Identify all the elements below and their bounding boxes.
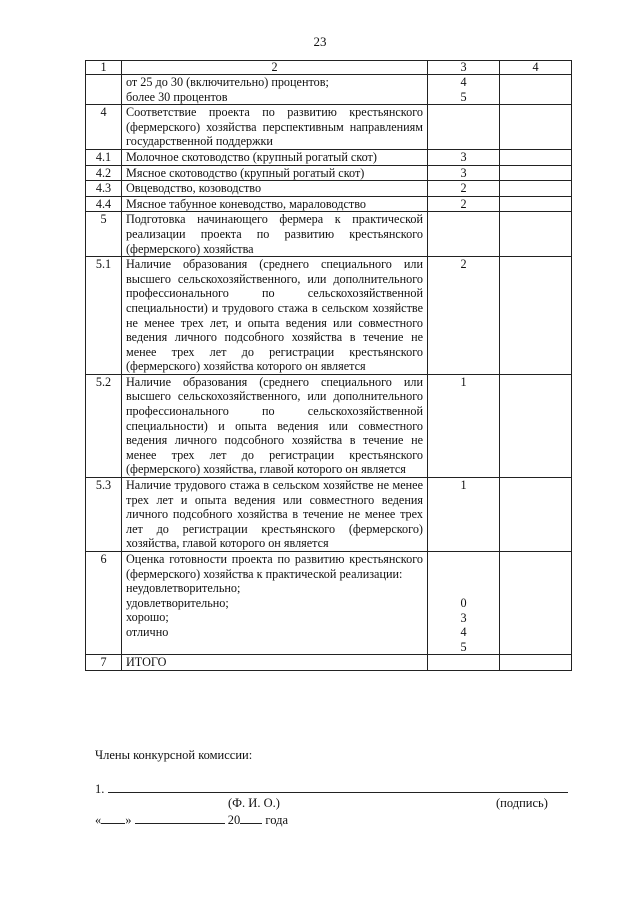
criterion-text: Подготовка начинающего фермера к практической реализации проекта по развитию крестьянского (фермерского) хозяйства <box>122 212 428 257</box>
score-cell <box>428 105 500 150</box>
rating-option: хорошо; <box>126 610 169 625</box>
score-cell <box>428 552 500 655</box>
signature-caption: (подпись) <box>496 796 548 810</box>
table-row <box>86 165 572 181</box>
score-cell <box>428 655 500 671</box>
table-header-row <box>86 61 572 75</box>
year-blank <box>240 811 262 824</box>
score-value: 5 <box>460 89 467 104</box>
score-cell: 2 <box>428 257 500 375</box>
table-row <box>86 181 572 197</box>
score-value: 3 <box>460 610 467 625</box>
criterion-text <box>122 75 428 105</box>
extra-cell <box>500 257 572 375</box>
score-cell: 2 <box>428 181 500 197</box>
table-row <box>86 552 572 655</box>
day-blank <box>101 811 125 824</box>
extra-cell <box>500 75 572 105</box>
extra-cell <box>500 374 572 477</box>
score-cell: 3 <box>428 165 500 181</box>
date-open-quote: « <box>95 813 102 827</box>
criterion-text: Наличие трудового стажа в сельском хозяйстве не менее трех лет и опыта ведения или совместного ведения личного подсобного хозяйства в течение не менее трех лет до регистрации крестьянского (фермерского) хозяйства, главой которого он является <box>122 478 428 552</box>
commission-heading: Члены конкурсной комиссии: <box>95 748 253 762</box>
row-number: 4.1 <box>86 149 122 165</box>
score-cell: 1 <box>428 374 500 477</box>
score-cell: 1 <box>428 478 500 552</box>
criterion-text: Наличие образования (среднего специального или высшего сельскохозяйственного, или дополнительного профессионального по сельскохозяйственной специальности) и трудового стажа в сельском хозяйстве не менее трех лет, и опыта ведения или совместного ведения личного подсобного хозяйства в течение не менее трех лет до регистрации крестьянского (фермерского) хозяйства которого он является <box>122 257 428 375</box>
table-row <box>86 196 572 212</box>
member-number: 1. <box>95 782 105 796</box>
criterion-text: Молочное скотоводство (крупный рогатый скот) <box>122 149 428 165</box>
date-line <box>95 811 288 828</box>
row-number: 4 <box>86 105 122 150</box>
extra-cell <box>500 165 572 181</box>
rating-option: отлично <box>126 624 169 639</box>
page-number: 23 <box>313 34 327 49</box>
table-row <box>86 257 572 375</box>
signature-line <box>95 780 568 797</box>
score-value: 4 <box>460 625 467 640</box>
criterion-line: более 30 процентов <box>126 89 228 104</box>
row-number: 5.2 <box>86 374 122 477</box>
row-number: 6 <box>86 552 122 655</box>
row-number: 5 <box>86 212 122 257</box>
date-close-quote: » <box>125 813 132 827</box>
row-number: 7 <box>86 655 122 671</box>
rating-option: удовлетворительно; <box>126 595 229 610</box>
header-cell: 4 <box>500 61 572 75</box>
criterion-text: Соответствие проекта по развитию крестьянского (фермерского) хозяйства перспективным направлениям государственной поддержки <box>122 105 428 150</box>
criterion-text: Мясное табунное коневодство, мараловодство <box>122 196 428 212</box>
score-value: 5 <box>460 639 467 654</box>
extra-cell <box>500 655 572 671</box>
extra-cell <box>500 105 572 150</box>
score-cell: 2 <box>428 196 500 212</box>
score-value: 4 <box>460 75 467 89</box>
extra-cell <box>500 212 572 257</box>
name-caption: (Ф. И. О.) <box>228 796 280 810</box>
rating-option: неудовлетворительно; <box>126 581 241 596</box>
year-prefix: 20 <box>227 813 241 827</box>
table-row <box>86 75 572 105</box>
score-value: 0 <box>460 596 467 610</box>
criterion-text: ИТОГО <box>122 655 428 671</box>
extra-cell <box>500 181 572 197</box>
header-cell: 2 <box>122 61 428 75</box>
criteria-table <box>85 60 572 671</box>
table-row <box>86 149 572 165</box>
header-cell: 1 <box>86 61 122 75</box>
row-number: 4.2 <box>86 165 122 181</box>
table-row <box>86 374 572 477</box>
extra-cell <box>500 149 572 165</box>
row-number: 4.4 <box>86 196 122 212</box>
table-row <box>86 655 572 671</box>
extra-cell <box>500 478 572 552</box>
table-row <box>86 478 572 552</box>
criterion-text: Овцеводство, козоводство <box>122 181 428 197</box>
signature-blank <box>108 780 568 793</box>
criterion-line: от 25 до 30 (включительно) процентов; <box>126 75 329 89</box>
criterion-heading: Оценка готовности проекта по развитию крестьянского (фермерского) хозяйства к практической реализации: <box>126 552 423 581</box>
year-suffix: года <box>265 813 288 827</box>
table-row <box>86 105 572 150</box>
score-cell <box>428 212 500 257</box>
row-number: 4.3 <box>86 181 122 197</box>
row-number: 5.3 <box>86 478 122 552</box>
table-row <box>86 212 572 257</box>
header-cell: 3 <box>428 61 500 75</box>
month-blank <box>135 811 225 824</box>
criterion-text: Наличие образования (среднего специального или высшего сельскохозяйственного, или дополнительного профессионального по сельскохозяйственной специальности) и опыта ведения или совместного ведения личного подсобного хозяйства в течение не менее трех лет до регистрации крестьянского (фермерского) хозяйства, главой которого он является <box>122 374 428 477</box>
criterion-text <box>122 552 428 655</box>
extra-cell <box>500 552 572 655</box>
score-cell <box>428 75 500 105</box>
criterion-text: Мясное скотоводство (крупный рогатый скот) <box>122 165 428 181</box>
row-number: 5.1 <box>86 257 122 375</box>
row-number <box>86 75 122 105</box>
score-cell: 3 <box>428 149 500 165</box>
extra-cell <box>500 196 572 212</box>
